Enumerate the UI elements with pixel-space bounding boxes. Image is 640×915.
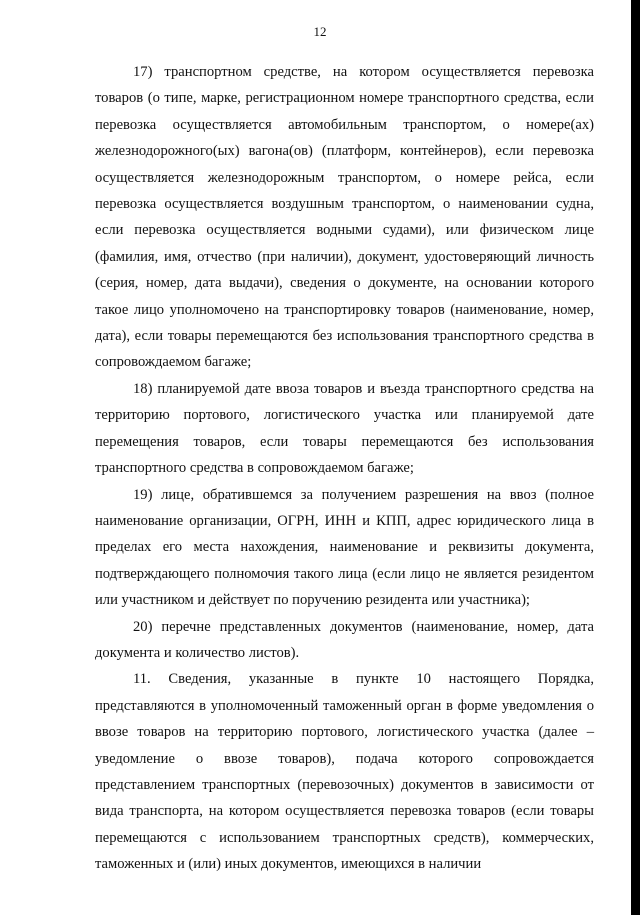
scan-edge-border <box>631 0 640 915</box>
document-body <box>95 59 594 878</box>
paragraph-item-20: 20) перечне представленных документов (наименование, номер, дата документа и количество листов). <box>95 618 594 661</box>
paragraph-item-17: 17) транспортном средстве, на котором осуществляется перевозка товаров (о типе, марке, регистрационном номере транспортного средства, если перевозка осуществляется автомобильным транспортом, о номере(ах) железнодорожного(ых) вагона(ов) (платформ, контейнеров), если перевозка осуществляется железнодорожным транспортом, о номере рейса, если перевозка осуществляется воздушным транспортом, о наименовании судна, если перевозка осуществляется водными судами), или физическом лице (фамилия, имя, отчество (при наличии), документ, удостоверяющий личность (серия, номер, дата выдачи), сведения о документе, на основании которого такое лицо уполномочено на транспортировку товаров (наименование, номер, дата), если товары перемещаются без использования транспортного средства в сопровождаемом багаже; <box>95 64 594 371</box>
page-number: 12 <box>313 24 327 39</box>
paragraph-section-11: 11. Сведения, указанные в пункте 10 настоящего Порядка, представляются в уполномоченный таможенный орган в форме уведомления о ввозе товаров на территорию портового, логистического участка (далее – уведомление о ввозе товаров), подача которого сопровождается представлением транспортных (перевозочных) документов в зависимости от вида транспорта, на котором осуществляется перевозка товаров (если товары перемещаются с использованием транспортных средств), коммерческих, таможенных и (или) иных документов, имеющихся в наличии <box>95 671 594 873</box>
paragraph-item-19: 19) лице, обратившемся за получением разрешения на ввоз (полное наименование организации, ОГРН, ИНН и КПП, адрес юридического лица в пределах его места нахождения, наименование и реквизиты документа, подтверждающего полномочия такого лица (если лицо не является резидентом или участником и действует по поручению резидента или участника); <box>95 486 594 609</box>
paragraph-item-18: 18) планируемой дате ввоза товаров и въезда транспортного средства на территорию портового, логистического участка или планируемой дате перемещения товаров, если товары перемещаются без использования транспортного средства в сопровождаемом багаже; <box>95 380 594 477</box>
